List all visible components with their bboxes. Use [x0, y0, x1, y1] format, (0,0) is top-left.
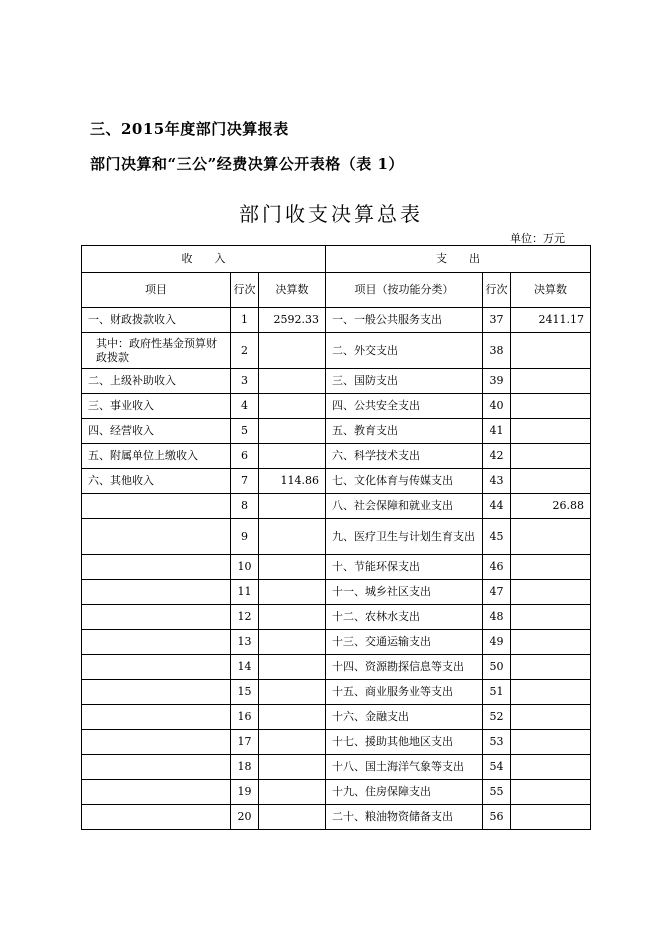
income-row-no: 17 [231, 730, 259, 755]
income-amount: 2592.33 [259, 308, 326, 333]
expense-item: 十一、城乡社区支出 [326, 580, 483, 605]
expense-item: 十三、交通运输支出 [326, 630, 483, 655]
income-item: 五、附属单位上缴收入 [82, 444, 231, 469]
expense-item: 十九、住房保障支出 [326, 780, 483, 805]
income-row-no: 15 [231, 680, 259, 705]
expense-row-no: 41 [483, 419, 511, 444]
expense-amount [511, 333, 591, 369]
expense-amount [511, 630, 591, 655]
income-item [82, 680, 231, 705]
income-amount [259, 333, 326, 369]
expense-item: 十、节能环保支出 [326, 555, 483, 580]
expense-row-no: 47 [483, 580, 511, 605]
income-item [82, 780, 231, 805]
income-amount [259, 730, 326, 755]
table-row [82, 605, 591, 630]
col-header-row-no: 行次 [231, 273, 259, 308]
expense-row-no: 53 [483, 730, 511, 755]
income-amount [259, 580, 326, 605]
table-row [82, 555, 591, 580]
expense-row-no: 50 [483, 655, 511, 680]
table-row [82, 308, 591, 333]
income-item [82, 555, 231, 580]
income-row-no: 3 [231, 369, 259, 394]
income-amount [259, 755, 326, 780]
income-amount [259, 394, 326, 419]
income-amount [259, 780, 326, 805]
expense-amount [511, 780, 591, 805]
table-row [82, 680, 591, 705]
income-item [82, 705, 231, 730]
expense-row-no: 56 [483, 805, 511, 830]
expense-row-no: 44 [483, 494, 511, 519]
expense-amount [511, 519, 591, 555]
table-row [82, 655, 591, 680]
expense-amount [511, 755, 591, 780]
expense-row-no: 38 [483, 333, 511, 369]
expense-amount [511, 805, 591, 830]
subsection-heading: 部门决算和“三公”经费决算公开表格（表 1） [90, 155, 404, 173]
unit-label: 单位：万元 [510, 232, 565, 245]
table-row [82, 519, 591, 555]
income-row-no: 10 [231, 555, 259, 580]
expense-item: 十八、国土海洋气象等支出 [326, 755, 483, 780]
expense-amount [511, 705, 591, 730]
table-row [82, 580, 591, 605]
income-item [82, 655, 231, 680]
expense-row-no: 43 [483, 469, 511, 494]
expense-item: 二、外交支出 [326, 333, 483, 369]
expense-amount [511, 419, 591, 444]
table-title: 部门收支决算总表 [239, 202, 423, 226]
income-header: 收 入 [82, 246, 326, 273]
income-row-no: 11 [231, 580, 259, 605]
income-row-no: 1 [231, 308, 259, 333]
income-item [82, 630, 231, 655]
expense-row-no: 37 [483, 308, 511, 333]
expense-row-no: 46 [483, 555, 511, 580]
expense-item: 十四、资源勘探信息等支出 [326, 655, 483, 680]
income-row-no: 6 [231, 444, 259, 469]
income-item: 四、经营收入 [82, 419, 231, 444]
expense-item: 八、社会保障和就业支出 [326, 494, 483, 519]
expense-amount [511, 555, 591, 580]
col-header-item: 项目 [82, 273, 231, 308]
income-row-no: 14 [231, 655, 259, 680]
income-amount [259, 605, 326, 630]
income-item [82, 494, 231, 519]
table-row [82, 333, 591, 369]
income-item [82, 730, 231, 755]
budget-summary-table [81, 245, 591, 830]
expense-row-no: 45 [483, 519, 511, 555]
income-amount [259, 655, 326, 680]
expense-item: 一、一般公共服务支出 [326, 308, 483, 333]
income-amount [259, 555, 326, 580]
expense-amount [511, 680, 591, 705]
income-row-no: 4 [231, 394, 259, 419]
income-row-no: 16 [231, 705, 259, 730]
expense-amount [511, 469, 591, 494]
expense-row-no: 51 [483, 680, 511, 705]
expense-amount [511, 605, 591, 630]
income-amount [259, 519, 326, 555]
income-row-no: 20 [231, 805, 259, 830]
income-item [82, 755, 231, 780]
expense-row-no: 52 [483, 705, 511, 730]
table-row [82, 444, 591, 469]
expense-item: 四、公共安全支出 [326, 394, 483, 419]
income-row-no: 19 [231, 780, 259, 805]
expense-amount [511, 394, 591, 419]
expense-amount: 26.88 [511, 494, 591, 519]
expense-amount [511, 655, 591, 680]
expense-item: 九、医疗卫生与计划生育支出 [326, 519, 483, 555]
col-header-amount-2: 决算数 [511, 273, 591, 308]
table-row [82, 805, 591, 830]
expense-row-no: 55 [483, 780, 511, 805]
expense-item: 七、文化体育与传媒支出 [326, 469, 483, 494]
table-row [82, 730, 591, 755]
income-amount [259, 369, 326, 394]
income-item [82, 519, 231, 555]
income-amount [259, 705, 326, 730]
income-row-no: 12 [231, 605, 259, 630]
income-row-no: 7 [231, 469, 259, 494]
income-row-no: 5 [231, 419, 259, 444]
table-row [82, 419, 591, 444]
income-row-no: 2 [231, 333, 259, 369]
income-row-no: 8 [231, 494, 259, 519]
income-item: 六、其他收入 [82, 469, 231, 494]
expense-amount [511, 580, 591, 605]
table-row [82, 469, 591, 494]
expense-item: 十六、金融支出 [326, 705, 483, 730]
table-row [82, 780, 591, 805]
income-item [82, 580, 231, 605]
table-row [82, 755, 591, 780]
expense-amount [511, 444, 591, 469]
income-amount: 114.86 [259, 469, 326, 494]
expense-item: 五、教育支出 [326, 419, 483, 444]
expense-item: 三、国防支出 [326, 369, 483, 394]
income-amount [259, 419, 326, 444]
income-row-no: 13 [231, 630, 259, 655]
expense-amount [511, 369, 591, 394]
col-header-amount: 决算数 [259, 273, 326, 308]
income-item: 一、财政拨款收入 [82, 308, 231, 333]
income-amount [259, 630, 326, 655]
income-row-no: 9 [231, 519, 259, 555]
expense-row-no: 39 [483, 369, 511, 394]
income-item [82, 605, 231, 630]
expense-row-no: 48 [483, 605, 511, 630]
col-header-row-no-2: 行次 [483, 273, 511, 308]
expense-row-no: 49 [483, 630, 511, 655]
income-row-no: 18 [231, 755, 259, 780]
expense-row-no: 40 [483, 394, 511, 419]
col-header-item-func: 项目（按功能分类） [326, 273, 483, 308]
table-row [82, 630, 591, 655]
income-amount [259, 444, 326, 469]
expense-row-no: 54 [483, 755, 511, 780]
expense-item: 六、科学技术支出 [326, 444, 483, 469]
table-row [82, 394, 591, 419]
expense-item: 十七、援助其他地区支出 [326, 730, 483, 755]
table-row [82, 369, 591, 394]
expense-amount: 2411.17 [511, 308, 591, 333]
expense-item: 十五、商业服务业等支出 [326, 680, 483, 705]
section-heading: 三、2015年度部门决算报表 [90, 120, 289, 138]
income-amount [259, 805, 326, 830]
expense-row-no: 42 [483, 444, 511, 469]
table-row [82, 494, 591, 519]
expense-item: 十二、农林水支出 [326, 605, 483, 630]
expense-amount [511, 730, 591, 755]
income-item: 三、事业收入 [82, 394, 231, 419]
income-amount [259, 494, 326, 519]
income-item: 二、上级补助收入 [82, 369, 231, 394]
expense-item: 二十、粮油物资储备支出 [326, 805, 483, 830]
table-row [82, 705, 591, 730]
expense-header: 支 出 [326, 246, 591, 273]
income-item [82, 805, 231, 830]
income-item: 其中：政府性基金预算财政拨款 [82, 333, 231, 369]
income-amount [259, 680, 326, 705]
